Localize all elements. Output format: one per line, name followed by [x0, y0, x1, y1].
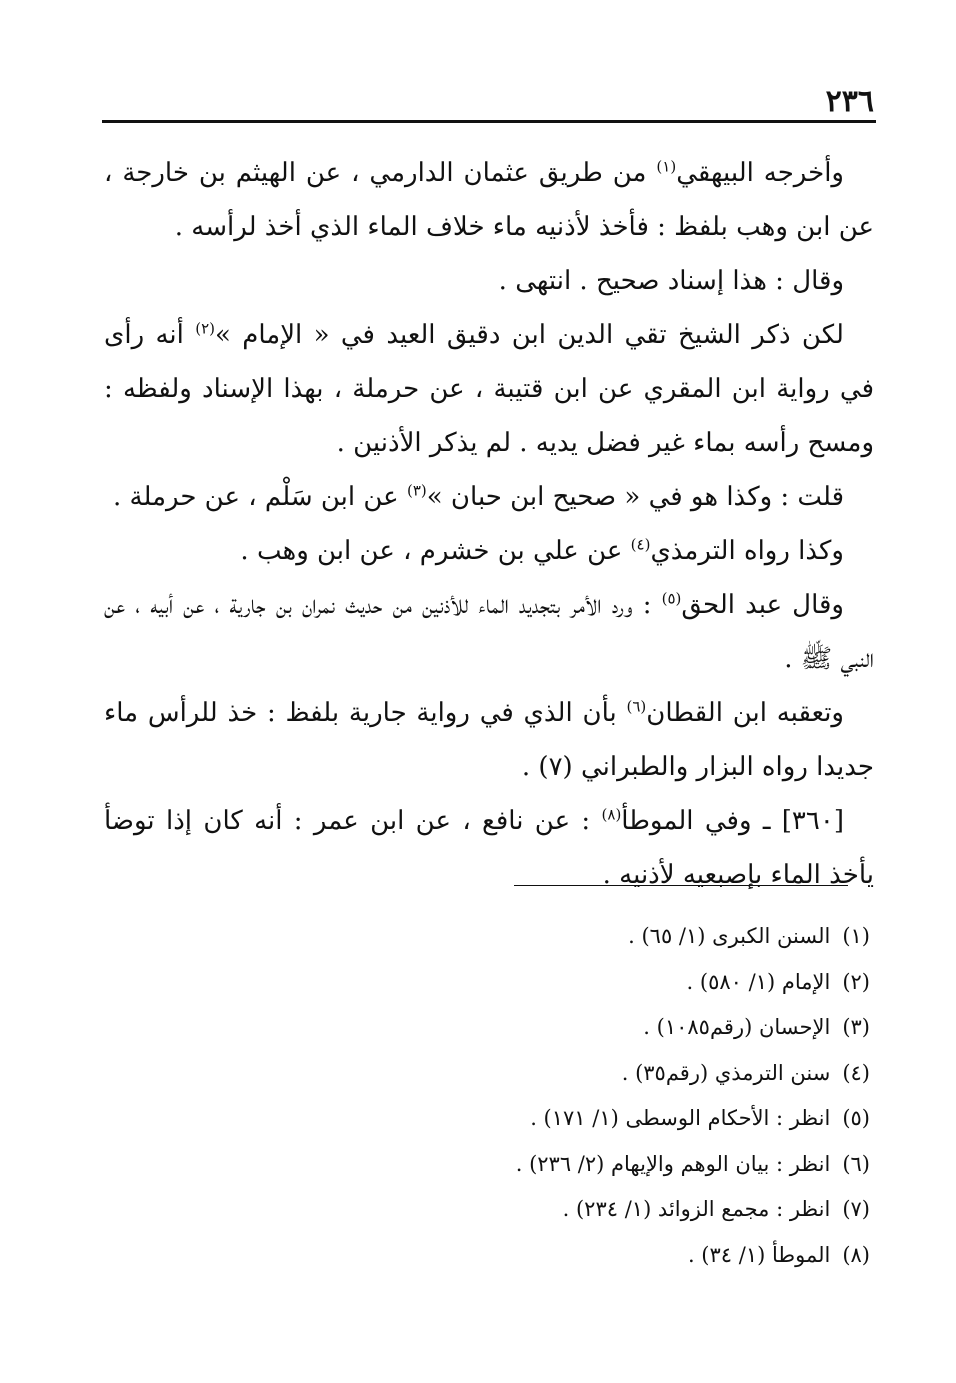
footnote-number: (٥): [842, 1106, 870, 1130]
paragraph-1: وأخرجه البيهقي$^{(١)}$ من طريق عثمان الدارمي ، عن الهيثم بن خارجة ، عن ابن وهب بلفظ : فأخذ لأذنيه ماء خلاف الماء الذي أخذ لرأسه .: [104, 157, 874, 242]
footnote-2: (٢)الإمام (١/ ٥٨٠) .: [300, 960, 870, 1006]
footnote-number: (٨): [842, 1242, 870, 1267]
footnote-8: (٨)الموطأ (١/ ٣٤) .: [300, 1233, 870, 1279]
footnote-1: (١)السنن الكبرى (١/ ٦٥) .: [300, 914, 870, 960]
paragraph-8: [٣٦٠] ـ وفي الموطأ$^{(٨)}$ : عن نافع ، عن ابن عمر : أنه كان إذا توضأ يأخذ الماء بإصبعيه لأذنيه .: [104, 805, 874, 890]
footnote-number: (٢): [842, 969, 870, 994]
footnote-7: (٧)انظر : مجمع الزوائد (١/ ٢٣٤) .: [300, 1187, 870, 1233]
paragraph-7: وتعقبه ابن القطان$^{(٦)}$ بأن الذي في رواية جارية بلفظ : خذ للرأس ماء جديدا رواه البزار والطبراني (٧) .: [104, 697, 874, 782]
footnote-ref-3[interactable]: (٣): [406, 481, 427, 500]
footnote-separator: [514, 885, 848, 886]
footnote-ref-1[interactable]: (١): [656, 157, 677, 176]
paragraph-5: وكذا رواه الترمذي$^{(٤)}$ عن علي بن خشرم ، عن ابن وهب .: [240, 535, 844, 566]
paragraph-3: لكن ذكر الشيخ تقي الدين ابن دقيق العيد في « الإمام »$^{(٢)}$ أنه رأى في رواية ابن المقري عن ابن قتيبة ، عن حرملة ، بهذا الإسناد ولفظه : ومسح رأسه بماء غير فضل يديه . لم يذكر الأذنين .: [104, 319, 874, 458]
main-text: [104, 146, 874, 902]
page-number: ٢٣٦: [825, 84, 874, 119]
footnote-5: (٥)انظر : الأحكام الوسطى (١/ ١٧١) .: [300, 1096, 870, 1142]
footnote-4: (٤)سنن الترمذي (رقم٣٥) .: [300, 1051, 870, 1097]
footnote-3: (٣)الإحسان (رقم١٠٨٥) .: [300, 1005, 870, 1051]
footnote-number: (١): [842, 924, 870, 948]
footnote-ref-6[interactable]: (٦): [626, 697, 647, 716]
footnote-number: (٦): [842, 1151, 870, 1176]
paragraph-2: وقال : هذا إسناد صحيح . انتهى .: [498, 266, 844, 296]
paragraph-4: قلت : وكذا هو في « صحيح ابن حبان »$^{(٣)}$ عن ابن سَلْم ، عن حرملة .: [113, 481, 844, 512]
footnote-ref-2[interactable]: (٢): [195, 319, 216, 338]
footnote-number: (٣): [842, 1015, 870, 1039]
footnote-ref-5[interactable]: (٥): [661, 589, 682, 608]
footnote-ref-8[interactable]: (٨): [601, 805, 622, 824]
footnote-6: (٦)انظر : بيان الوهم والإيهام (٢/ ٢٣٦) .: [300, 1142, 870, 1188]
paragraph-6: وقال عبد الحق$^{(٥)}$ : ورد الأمر بتجديد الماء للأذنين من حديث نمران بن جارية ، عن أبيه ، عن النبي ﷺ .: [104, 589, 874, 674]
footnote-number: (٧): [842, 1197, 870, 1221]
footnote-number: (٤): [842, 1060, 870, 1085]
header-rule: [102, 120, 876, 123]
footnotes-list: [300, 914, 870, 1278]
footnote-ref-4[interactable]: (٤): [630, 535, 651, 554]
